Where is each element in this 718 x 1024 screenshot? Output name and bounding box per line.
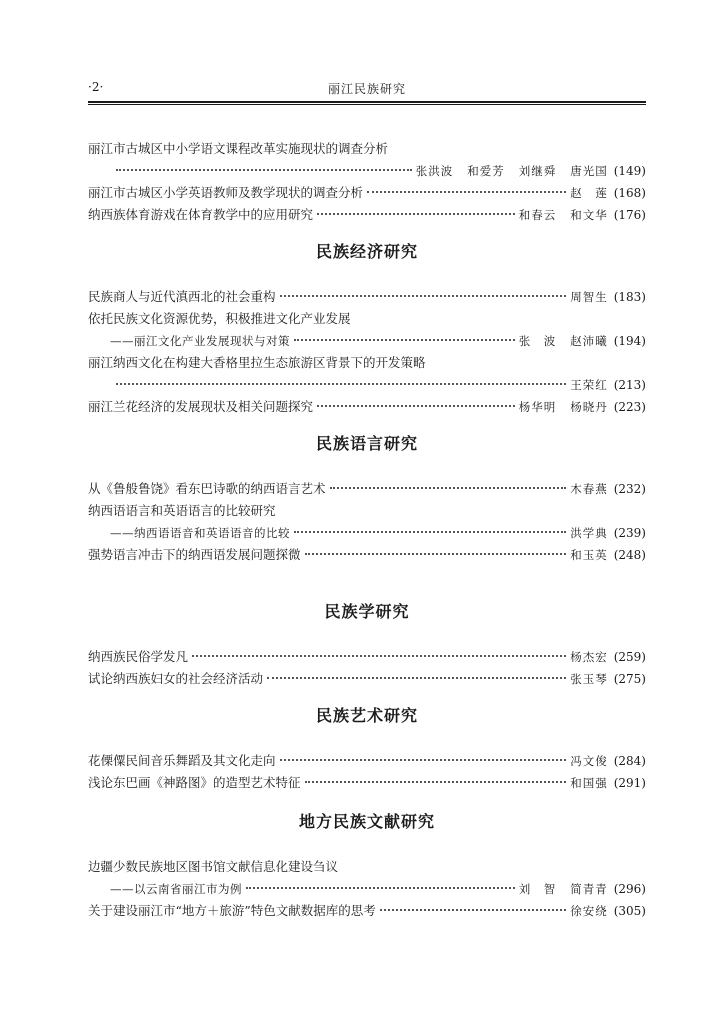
dot-leader [267,677,566,679]
entry-title: 试论纳西族妇女的社会经济活动 [88,671,264,686]
entry-author: 冯文俊 [570,754,608,768]
toc-entry [88,500,646,522]
toc-entry [88,668,646,690]
entry-author: 杨晓丹 [570,400,608,414]
entry-author: 简青青 [570,882,608,896]
entry-title: 纳西语语言和英语语言的比较研究 [88,503,276,518]
entry-title: 丽江兰花经济的发展现状及相关问题探究 [88,399,314,414]
dot-leader [116,169,412,171]
entry-author: 和春云 [518,208,557,222]
page-number: ·2· [88,80,104,94]
section-heading: 民族语言研究 [315,434,418,453]
toc-entry [88,330,646,352]
entry-subtitle: ——纳西语语音和英语语音的比较 [110,526,290,540]
toc-entry [88,160,646,182]
dot-leader [367,191,566,193]
entry-title: 丽江市古城区中小学语文课程改革实施现状的调查分析 [88,141,389,156]
entry-author: 唐光国 [570,164,608,178]
dot-leader [380,909,566,911]
entry-title: 丽江纳西文化在构建大香格里拉生态旅游区背景下的开发策略 [88,355,426,370]
entry-page: (305) [613,904,646,918]
entry-title: 纳西族体育游戏在体育教学中的应用研究 [88,207,314,222]
entry-author: 和国强 [570,776,608,790]
dot-leader [192,655,566,657]
entry-author: 王荣红 [570,378,608,392]
entry-subtitle: ——以云南省丽江市为例 [110,882,242,896]
entry-author: 和玉英 [570,548,608,562]
toc-entry [88,286,646,308]
dot-leader [305,553,567,555]
entry-page: (232) [613,482,646,496]
toc-entry [88,878,646,900]
entry-title: 关于建设丽江市“地方＋旅游”特色文献数据库的思考 [88,903,376,918]
entry-author: 张洪波 [415,164,454,178]
entry-author: 赵沛曦 [570,334,608,348]
entry-page: (259) [613,650,646,664]
entry-author: 张 波 [518,334,557,348]
journal-title: 丽江民族研究 [327,82,406,96]
toc-entry [88,772,646,794]
dot-leader [305,781,567,783]
toc-entry [88,308,646,330]
entry-author: 刘 智 [518,882,557,896]
entry-page: (248) [613,548,646,562]
entry-page: (275) [613,672,646,686]
entry-title: 民族商人与近代滇西北的社会重构 [88,289,276,304]
header-rule-thin [88,104,646,105]
section-heading: 地方民族文献研究 [298,812,435,831]
dot-leader [317,213,515,215]
dot-leader [246,887,515,889]
entry-title: 浅论东巴画《神路图》的造型艺术特征 [88,775,301,790]
header-rule-thick [88,101,646,103]
toc-entry [88,646,646,668]
dot-leader [294,531,566,533]
toc-entry [88,182,646,204]
entry-title: 花傈僳民间音乐舞蹈及其文化走向 [88,753,276,768]
entry-page: (176) [613,208,646,222]
entry-author: 刘继舜 [518,164,557,178]
entry-page: (239) [613,526,646,540]
entry-title: 强势语言冲击下的纳西语发展问题探微 [88,547,301,562]
toc-entry [88,138,646,160]
entry-page: (284) [613,754,646,768]
entry-title: 依托民族文化资源优势，积极推进文化产业发展 [88,311,351,326]
dot-leader [317,405,515,407]
entry-page: (213) [613,378,646,392]
entry-author: 杨华明 [518,400,557,414]
section-heading: 民族经济研究 [315,242,418,261]
entry-author: 洪学典 [570,526,608,540]
table-of-contents [88,138,646,922]
toc-entry [88,544,646,566]
toc-entry [88,396,646,418]
dot-leader [280,295,567,297]
entry-author: 周智生 [570,290,608,304]
entry-title: 边疆少数民族地区图书馆文献信息化建设刍议 [88,859,339,874]
entry-page: (183) [613,290,646,304]
entry-author: 徐安绕 [570,904,608,918]
entry-author: 张玉琴 [570,672,608,686]
dot-leader [330,487,567,489]
entry-page: (194) [613,334,646,348]
entry-title: 从《鲁般鲁饶》看东巴诗歌的纳西语言艺术 [88,481,326,496]
toc-entry [88,856,646,878]
dot-leader [116,383,566,385]
entry-page: (168) [613,186,646,200]
toc-entry [88,750,646,772]
entry-author: 赵 莲 [570,186,608,200]
toc-entry [88,352,646,374]
entry-page: (223) [613,400,646,414]
toc-entry [88,522,646,544]
toc-entry [88,374,646,396]
dot-leader [280,759,567,761]
entry-author: 木春燕 [570,482,608,496]
dot-leader [294,339,515,341]
entry-author: 和文华 [570,208,608,222]
entry-title: 丽江市古城区小学英语教师及教学现状的调查分析 [88,185,364,200]
toc-entry [88,900,646,922]
entry-author: 和爱芳 [467,164,505,178]
toc-entry [88,204,646,226]
entry-title: 纳西族民俗学发凡 [88,649,189,664]
entry-page: (296) [613,882,646,896]
toc-entry [88,478,646,500]
entry-subtitle: ——丽江文化产业发展现状与对策 [110,334,290,348]
section-heading: 民族学研究 [324,602,410,621]
entry-page: (291) [613,776,646,790]
entry-author: 杨杰宏 [570,650,608,664]
entry-page: (149) [613,164,646,178]
running-header [88,78,646,100]
section-heading: 民族艺术研究 [315,706,418,725]
